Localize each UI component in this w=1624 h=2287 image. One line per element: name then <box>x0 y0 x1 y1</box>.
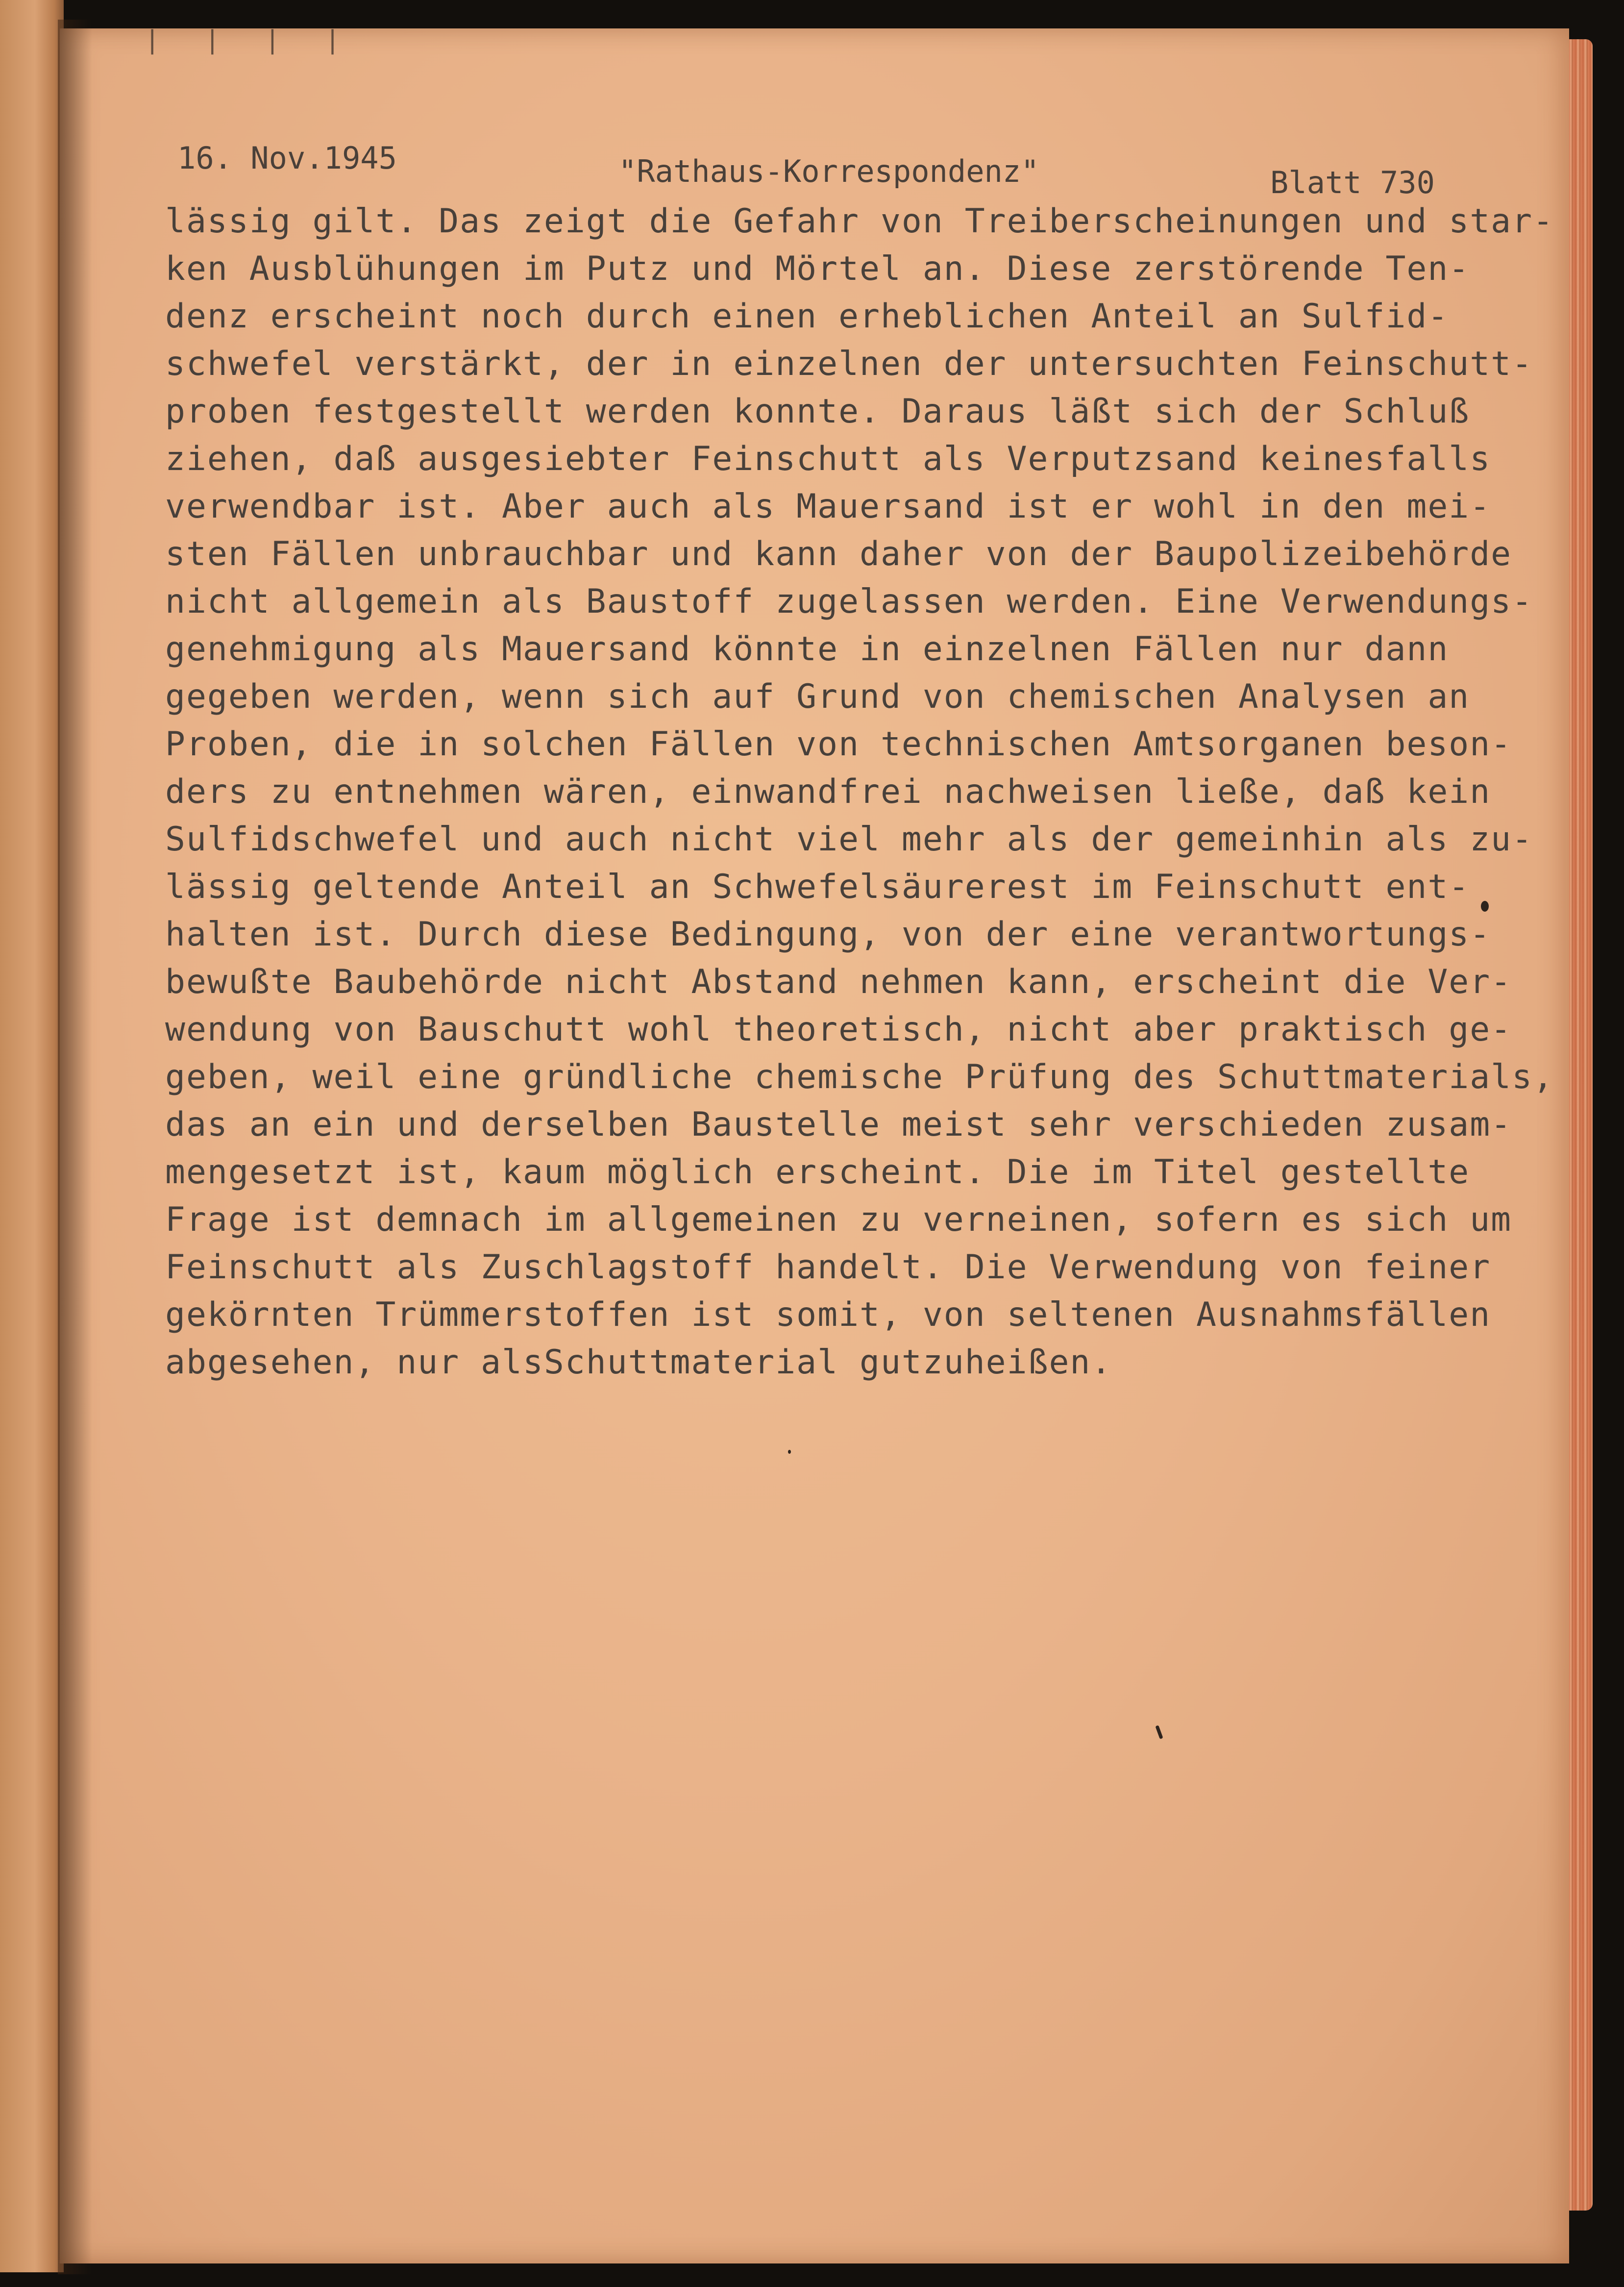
text-line: Sulfidschwefel und auch nicht viel mehr als der gemeinhin als zu- <box>165 820 1533 859</box>
ink-speck <box>788 1450 791 1454</box>
text-line: ken Ausblühungen im Putz und Mörtel an. Diese zerstörende Ten- <box>165 249 1470 288</box>
text-line: Proben, die in solchen Fällen von technischen Amtsorganen beson- <box>165 725 1512 764</box>
text-line: genehmigung als Mauersand könnte in einzelnen Fällen nur dann <box>165 630 1449 669</box>
previous-page-edge <box>0 0 64 2272</box>
ink-speck <box>1481 901 1489 912</box>
text-line: geben, weil eine gründliche chemische Prüfung des Schuttmaterials, <box>165 1058 1554 1096</box>
text-line: gegeben werden, wenn sich auf Grund von chemischen Analysen an <box>165 677 1470 716</box>
header-date: 16. Nov.1945 <box>177 140 397 176</box>
text-line: ders zu entnehmen wären, einwandfrei nachweisen ließe, daß kein <box>165 772 1491 811</box>
text-line: halten ist. Durch diese Bedingung, von der eine verantwortungs- <box>165 915 1491 954</box>
text-line: verwendbar ist. Aber auch als Mauersand ist er wohl in den mei- <box>165 487 1491 526</box>
text-line: proben festgestellt werden konnte. Daraus läßt sich der Schluß <box>165 392 1470 431</box>
text-line: denz erscheint noch durch einen erheblichen Anteil an Sulfid- <box>165 297 1449 336</box>
text-line: sten Fällen unbrauchbar und kann daher von der Baupolizeibehörde <box>165 535 1512 573</box>
text-line: gekörnten Trümmerstoffen ist somit, von seltenen Ausnahmsfällen <box>165 1295 1491 1334</box>
header-title: "Rathaus-Korrespondenz" <box>618 153 1039 189</box>
text-line: lässig gilt. Das zeigt die Gefahr von Treiberscheinungen und star- <box>165 202 1554 241</box>
document-page <box>60 28 1569 2263</box>
text-line: Frage ist demnach im allgemeinen zu verneinen, sofern es sich um <box>165 1200 1512 1239</box>
text-line: schwefel verstärkt, der in einzelnen der untersuchten Feinschutt- <box>165 345 1533 383</box>
text-line: bewußte Baubehörde nicht Abstand nehmen kann, erscheint die Ver- <box>165 963 1512 1001</box>
page-header <box>177 107 1461 200</box>
text-line: Feinschutt als Zuschlagstoff handelt. Die Verwendung von feiner <box>165 1248 1491 1287</box>
typed-body-text <box>165 198 1554 1386</box>
spine-shadow <box>58 20 92 2274</box>
margin-marks: | | | | <box>145 25 355 55</box>
text-line: lässig geltende Anteil an Schwefelsäurerest im Feinschutt ent- <box>165 868 1470 906</box>
text-line: mengesetzt ist, kaum möglich erscheint. Die im Titel gestellte <box>165 1153 1470 1192</box>
text-line: ziehen, daß ausgesiebter Feinschutt als Verputzsand keinesfalls <box>165 440 1491 478</box>
text-line: das an ein und derselben Baustelle meist sehr verschieden zusam- <box>165 1105 1512 1144</box>
ink-speck <box>1155 1725 1163 1740</box>
text-line: nicht allgemein als Baustoff zugelassen werden. Eine Verwendungs- <box>165 582 1533 621</box>
header-page-number: Blatt 730 <box>1270 165 1435 200</box>
text-line: abgesehen, nur alsSchuttmaterial gutzuheißen. <box>165 1343 1112 1382</box>
text-line: wendung von Bauschutt wohl theoretisch, nicht aber praktisch ge- <box>165 1010 1512 1049</box>
